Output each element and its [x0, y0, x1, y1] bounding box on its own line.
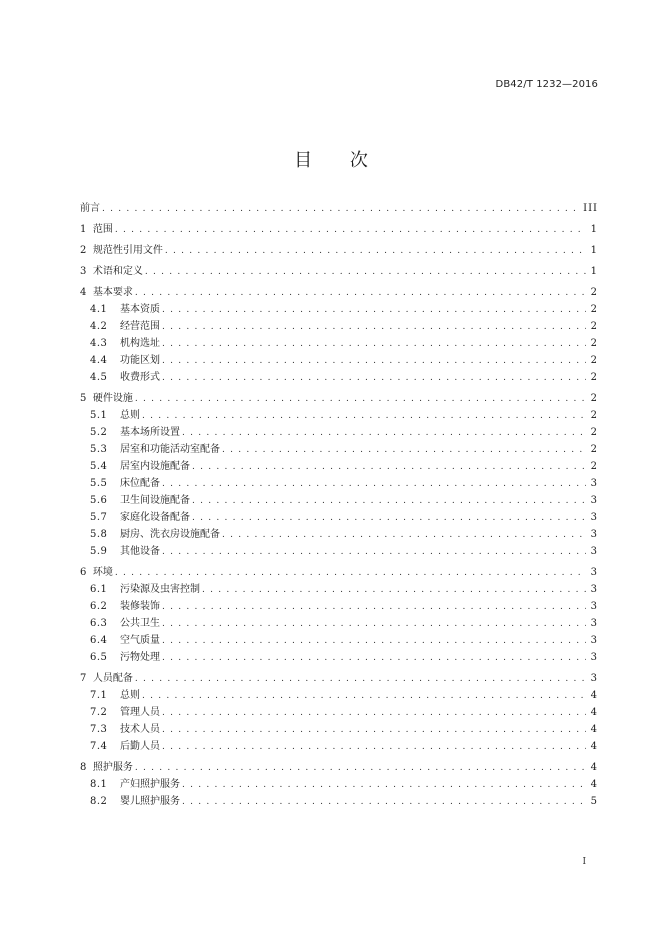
- toc-entry-page: 2: [590, 338, 598, 349]
- toc-entry-label: 技术人员: [120, 724, 160, 735]
- toc-entry-page: 2: [590, 393, 598, 404]
- dot-leader: [182, 794, 586, 810]
- toc-entry[interactable]: [80, 301, 598, 318]
- toc-entry-label: 照护服务: [92, 762, 133, 773]
- toc-entry-label: 经营范围: [120, 321, 160, 332]
- toc-entry-label: 管理人员: [120, 707, 160, 718]
- toc-entry[interactable]: [80, 632, 598, 649]
- toc-entry-number: 4.4: [90, 355, 108, 366]
- toc-entry-number: 5.7: [90, 512, 108, 523]
- toc-entry-page: 2: [590, 355, 598, 366]
- toc-entry-label: 范围: [92, 224, 113, 235]
- dot-leader: [162, 599, 586, 615]
- table-of-contents: [80, 200, 598, 810]
- toc-entry-number: 5.4: [90, 461, 108, 472]
- toc-entry-page: 3: [590, 529, 598, 540]
- toc-entry-number: 3: [80, 266, 87, 277]
- dot-leader: [162, 705, 586, 721]
- toc-entry-label: 机构选址: [120, 338, 160, 349]
- toc-entry[interactable]: [80, 284, 598, 301]
- toc-entry[interactable]: [80, 721, 598, 738]
- toc-entry[interactable]: [80, 564, 598, 581]
- toc-entry-number: 8: [80, 762, 87, 773]
- toc-entry-label: 基本资质: [120, 304, 160, 315]
- toc-entry[interactable]: [80, 335, 598, 352]
- toc-entry[interactable]: [80, 441, 598, 458]
- dot-leader: [115, 222, 586, 238]
- toc-entry-page: 3: [590, 478, 598, 489]
- toc-entry-page: 3: [590, 546, 598, 557]
- toc-entry-page: 4: [590, 724, 598, 735]
- dot-leader: [202, 582, 586, 598]
- dot-leader: [162, 336, 586, 352]
- toc-entry-number: 5.3: [90, 444, 108, 455]
- toc-entry-number: 5.9: [90, 546, 108, 557]
- toc-entry-page: 3: [590, 567, 598, 578]
- toc-entry-label: 其他设备: [120, 546, 160, 557]
- toc-entry-label: 污染源及虫害控制: [120, 584, 200, 595]
- toc-entry-label: 后勤人员: [120, 741, 160, 752]
- toc-entry-number: 7.1: [90, 690, 108, 701]
- toc-entry[interactable]: [80, 475, 598, 492]
- toc-entry-page: 3: [590, 618, 598, 629]
- toc-entry-page: 3: [590, 512, 598, 523]
- toc-entry-number: 1: [80, 224, 87, 235]
- toc-entry-page: 4: [590, 762, 598, 773]
- toc-entry[interactable]: [80, 649, 598, 666]
- toc-entry-label: 功能区划: [120, 355, 160, 366]
- toc-entry[interactable]: [80, 352, 598, 369]
- toc-title: 目 次: [294, 150, 384, 171]
- toc-entry[interactable]: [80, 793, 598, 810]
- dot-leader: [115, 565, 586, 581]
- toc-entry[interactable]: [80, 687, 598, 704]
- toc-entry-number: 4.2: [90, 321, 108, 332]
- toc-entry-page: 5: [590, 796, 598, 807]
- toc-entry-label: 家庭化设备配备: [120, 512, 190, 523]
- toc-entry-label: 收费形式: [120, 372, 160, 383]
- dot-leader: [162, 370, 586, 386]
- toc-entry-page: 2: [590, 287, 598, 298]
- toc-entry[interactable]: [80, 543, 598, 560]
- toc-entry[interactable]: [80, 407, 598, 424]
- toc-entry-number: 7.3: [90, 724, 108, 735]
- dot-leader: [135, 391, 586, 407]
- dot-leader: [162, 739, 586, 755]
- toc-entry-page: III: [583, 203, 598, 214]
- toc-entry[interactable]: [80, 369, 598, 386]
- toc-entry-label: 产妇照护服务: [120, 779, 180, 790]
- toc-entry-number: 6.3: [90, 618, 108, 629]
- toc-entry-page: 1: [590, 224, 598, 235]
- toc-entry[interactable]: [80, 581, 598, 598]
- toc-entry-label: 婴儿照护服务: [120, 796, 180, 807]
- toc-entry-label: 硬件设施: [92, 393, 133, 404]
- dot-leader: [162, 633, 586, 649]
- toc-entry-label: 人员配备: [92, 673, 133, 684]
- toc-entry[interactable]: [80, 509, 598, 526]
- toc-entry-page: 2: [590, 461, 598, 472]
- toc-entry-page: 4: [590, 779, 598, 790]
- toc-entry-label: 环境: [92, 567, 113, 578]
- dot-leader: [182, 777, 586, 793]
- dot-leader: [222, 442, 586, 458]
- toc-entry-label: 规范性引用文件: [92, 245, 163, 256]
- dot-leader: [162, 650, 586, 666]
- toc-entry-page: 2: [590, 304, 598, 315]
- toc-entry-number: 4.5: [90, 372, 108, 383]
- dot-leader: [142, 408, 586, 424]
- toc-entry[interactable]: [80, 242, 598, 259]
- toc-entry[interactable]: [80, 390, 598, 407]
- toc-entry-page: 3: [590, 673, 598, 684]
- toc-entry-page: 2: [590, 427, 598, 438]
- toc-entry-label: 床位配备: [120, 478, 160, 489]
- dot-leader: [162, 544, 586, 560]
- toc-entry-label: 居室内设施配备: [120, 461, 190, 472]
- toc-entry[interactable]: [80, 759, 598, 776]
- toc-entry-number: 6.1: [90, 584, 108, 595]
- toc-entry-number: 4.1: [90, 304, 108, 315]
- toc-entry-page: 3: [590, 495, 598, 506]
- toc-entry-page: 4: [590, 741, 598, 752]
- toc-entry-page: 3: [590, 635, 598, 646]
- toc-entry-label: 污物处理: [120, 652, 160, 663]
- toc-entry-number: 5.2: [90, 427, 108, 438]
- toc-entry-label: 装修装饰: [120, 601, 160, 612]
- dot-leader: [222, 527, 586, 543]
- toc-entry-page: 3: [590, 652, 598, 663]
- toc-entry-number: 7.4: [90, 741, 108, 752]
- toc-entry-page: 2: [590, 372, 598, 383]
- toc-entry[interactable]: [80, 458, 598, 475]
- toc-entry-number: 7: [80, 673, 87, 684]
- toc-entry-number: 6: [80, 567, 87, 578]
- toc-entry-number: 8.1: [90, 779, 108, 790]
- dot-leader: [145, 264, 586, 280]
- toc-entry-number: 8.2: [90, 796, 108, 807]
- toc-entry[interactable]: [80, 318, 598, 335]
- dot-leader: [192, 459, 586, 475]
- dot-leader: [162, 722, 586, 738]
- dot-leader: [182, 425, 586, 441]
- dot-leader: [102, 201, 579, 217]
- toc-entry[interactable]: [80, 738, 598, 755]
- toc-entry-number: 5.8: [90, 529, 108, 540]
- toc-entry-number: 7.2: [90, 707, 108, 718]
- toc-entry-label: 厨房、洗衣房设施配备: [120, 529, 220, 540]
- toc-entry[interactable]: [80, 424, 598, 441]
- toc-entry[interactable]: [80, 200, 598, 217]
- toc-entry-label: 基本场所设置: [120, 427, 180, 438]
- dot-leader: [165, 243, 586, 259]
- toc-entry[interactable]: [80, 598, 598, 615]
- toc-entry-page: 2: [590, 410, 598, 421]
- toc-entry-label: 总则: [120, 410, 140, 421]
- toc-entry[interactable]: [80, 615, 598, 632]
- toc-entry[interactable]: [80, 221, 598, 238]
- dot-leader: [162, 302, 586, 318]
- dot-leader: [162, 353, 586, 369]
- toc-entry-label: 空气质量: [120, 635, 160, 646]
- toc-entry-number: 2: [80, 245, 87, 256]
- document-code: DB42/T 1232—2016: [495, 79, 598, 90]
- toc-entry-number: 4: [80, 287, 87, 298]
- toc-entry[interactable]: [80, 670, 598, 687]
- toc-entry-page: 4: [590, 707, 598, 718]
- toc-entry-number: 6.5: [90, 652, 108, 663]
- dot-leader: [162, 319, 586, 335]
- toc-entry-page: 1: [590, 245, 598, 256]
- toc-entry[interactable]: [80, 526, 598, 543]
- toc-entry-number: 4.3: [90, 338, 108, 349]
- dot-leader: [192, 493, 586, 509]
- toc-entry-page: 4: [590, 690, 598, 701]
- dot-leader: [135, 285, 586, 301]
- toc-entry[interactable]: [80, 492, 598, 509]
- dot-leader: [142, 688, 586, 704]
- toc-entry-label: 居室和功能活动室配备: [120, 444, 220, 455]
- toc-entry[interactable]: [80, 776, 598, 793]
- toc-entry-label: 前言: [80, 203, 100, 214]
- toc-entry-page: 3: [590, 584, 598, 595]
- toc-entry-label: 基本要求: [92, 287, 133, 298]
- dot-leader: [135, 671, 586, 687]
- toc-entry-number: 6.2: [90, 601, 108, 612]
- toc-entry-number: 5.1: [90, 410, 108, 421]
- toc-entry-label: 卫生间设施配备: [120, 495, 190, 506]
- toc-entry-page: 2: [590, 444, 598, 455]
- toc-entry-number: 5: [80, 393, 87, 404]
- toc-entry-label: 术语和定义: [92, 266, 143, 277]
- toc-entry-page: 1: [590, 266, 598, 277]
- toc-entry-page: 2: [590, 321, 598, 332]
- toc-entry[interactable]: [80, 704, 598, 721]
- toc-entry-number: 5.6: [90, 495, 108, 506]
- dot-leader: [135, 760, 586, 776]
- toc-entry-number: 6.4: [90, 635, 108, 646]
- toc-entry[interactable]: [80, 263, 598, 280]
- dot-leader: [162, 476, 586, 492]
- page-number: I: [582, 857, 586, 867]
- toc-entry-label: 公共卫生: [120, 618, 160, 629]
- toc-entry-page: 3: [590, 601, 598, 612]
- toc-entry-number: 5.5: [90, 478, 108, 489]
- toc-entry-label: 总则: [120, 690, 140, 701]
- dot-leader: [162, 616, 586, 632]
- dot-leader: [192, 510, 586, 526]
